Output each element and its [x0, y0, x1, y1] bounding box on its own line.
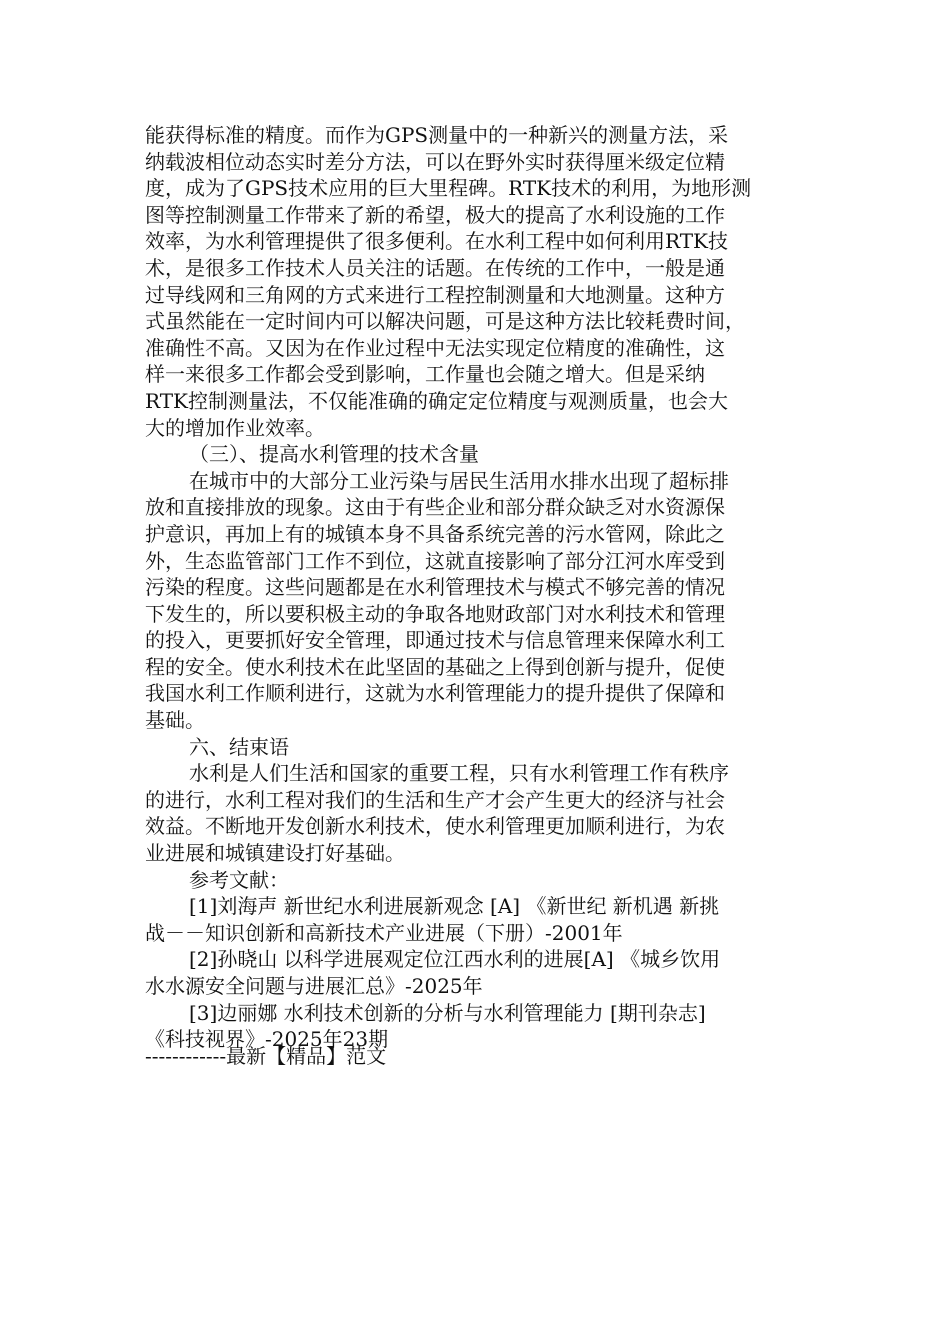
reference-item: [1]刘海声 新世纪水利进展新观念 [A] 《新世纪 新机遇 新挑: [189, 894, 720, 919]
body-line: 纳载波相位动态实时差分方法，可以在野外实时获得厘米级定位精: [145, 149, 725, 174]
reference-item: [2]孙晓山 以科学进展观定位江西水利的进展[A] 《城乡饮用: [189, 947, 721, 972]
body-line: 准确性不高。又因为在作业过程中无法实现定位精度的准确性，这: [145, 335, 725, 360]
body-line: 能获得标准的精度。而作为GPS测量中的一种新兴的测量方法，采: [145, 123, 729, 147]
body-line: 术，是很多工作技术人员关注的话题。在传统的工作中，一般是通: [145, 255, 725, 280]
reference-item-continuation: 《科技视界》-2025年23期: [145, 1027, 389, 1052]
body-line: 式虽然能在一定时间内可以解决问题，可是这种方法比较耗费时间，: [145, 309, 745, 334]
body-line: 图等控制测量工作带来了新的希望，极大的提高了水利设施的工作: [145, 202, 725, 227]
body-line: 外，生态监管部门工作不到位，这就直接影响了部分江河水库受到: [145, 548, 725, 573]
reference-item-continuation: 战－－知识创新和高新技术产业进展（下册）-2001年: [145, 920, 623, 945]
body-line: 下发生的，所以要积极主动的争取各地财政部门对水利技术和管理: [145, 601, 725, 626]
body-line: 基础。: [145, 708, 205, 733]
document-body: [145, 122, 805, 1053]
body-line: 护意识，再加上有的城镇本身不具备系统完善的污水管网，除此之: [145, 521, 725, 546]
body-line: 污染的程度。这些问题都是在水利管理技术与模式不够完善的情况: [145, 575, 725, 600]
body-line: 的进行，水利工程对我们的生活和生产才会产生更大的经济与社会: [145, 787, 725, 812]
reference-item-continuation: 水水源安全问题与进展汇总》-2025年: [145, 974, 483, 998]
references-heading: 参考文献：: [189, 867, 289, 892]
body-line: 效益。不断地开发创新水利技术，使水利管理更加顺利进行，为农: [145, 814, 725, 839]
body-line: 我国水利工作顺利进行，这就为水利管理能力的提升提供了保障和: [145, 681, 725, 706]
footer-note: ------------最新【精品】范文: [145, 1044, 387, 1068]
body-line: 业进展和城镇建设打好基础。: [145, 841, 405, 866]
body-line: 放和直接排放的现象。这由于有些企业和部分群众缺乏对水资源保: [145, 495, 725, 520]
paragraph-first-line: 在城市中的大部分工业污染与居民生活用水排水出现了超标排: [189, 468, 729, 493]
reference-item: [3]边丽娜 水利技术创新的分析与水利管理能力 [期刊杂志]: [189, 1000, 706, 1025]
body-line: 程的安全。使水利技术在此坚固的基础之上得到创新与提升，促使: [145, 654, 725, 679]
section-heading: （三）、提高水利管理的技术含量: [189, 442, 479, 467]
body-line: 过导线网和三角网的方式来进行工程控制测量和大地测量。这种方: [145, 282, 725, 307]
body-line: 的投入，更要抓好安全管理，即通过技术与信息管理来保障水利工: [145, 628, 725, 653]
body-line: 样一来很多工作都会受到影响，工作量也会随之增大。但是采纳: [145, 362, 705, 387]
body-line: 大的增加作业效率。: [145, 415, 325, 440]
body-line: RTK控制测量法，不仅能准确的确定定位精度与观测质量，也会大: [145, 388, 728, 413]
section-heading: 六、结束语: [189, 734, 289, 759]
paragraph-first-line: 水利是人们生活和国家的重要工程，只有水利管理工作有秩序: [189, 761, 729, 786]
body-line: 效率，为水利管理提供了很多便利。在水利工程中如何利用RTK技: [145, 229, 728, 254]
body-line: 度，成为了GPS技术应用的巨大里程碑。RTK技术的利用，为地形测: [145, 176, 752, 201]
